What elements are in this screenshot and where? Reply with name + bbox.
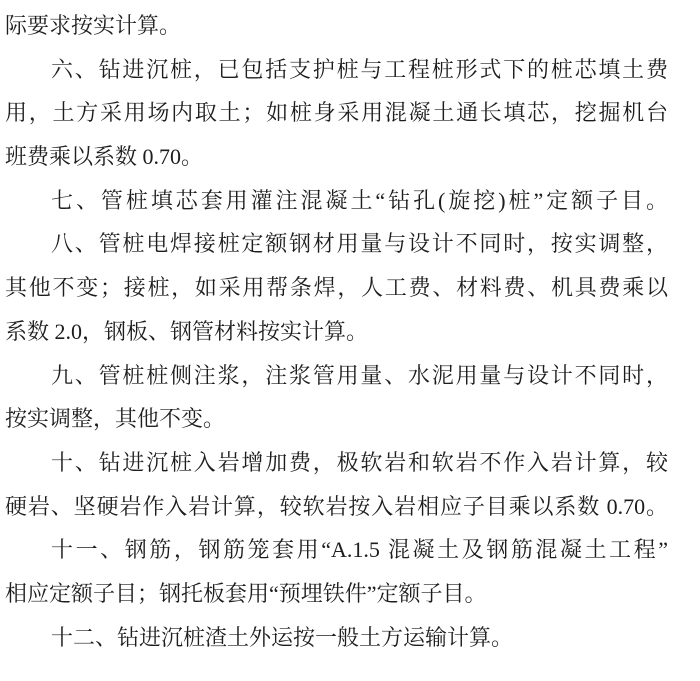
text-line: 七、管桩填芯套用灌注混凝土“钻孔(旋挖)桩”定额子目。 [51, 187, 668, 213]
text-line: 班费乘以系数 0.70。 [5, 144, 204, 170]
text-line: 系数 2.0，钢板、钢管材料按实计算。 [5, 318, 369, 344]
text-line: 用，土方采用场内取土；如桩身采用混凝土通长填芯，挖掘机台 [5, 100, 668, 126]
text-block [5, 4, 668, 659]
text-line: 九、管桩桩侧注浆，注浆管用量、水泥用量与设计不同时， [51, 362, 668, 388]
text-line: 际要求按实计算。 [5, 13, 182, 38]
text-line: 十、钻进沉桩入岩增加费，极软岩和软岩不作入岩计算，较 [51, 449, 668, 475]
text-line: 十一、钢筋，钢筋笼套用“A.1.5 混凝土及钢筋混凝土工程” [51, 537, 668, 563]
text-line: 按实调整，其他不变。 [5, 406, 226, 432]
text-line: 相应定额子目；钢托板套用“预埋铁件”定额子目。 [5, 580, 487, 606]
text-line: 十二、钻进沉桩渣土外运按一般土方运输计算。 [51, 624, 514, 650]
text-line: 六、钻进沉桩，已包括支护桩与工程桩形式下的桩芯填土费 [51, 56, 668, 82]
text-line: 其他不变；接桩，如采用帮条焊，人工费、材料费、机具费乘以 [5, 275, 668, 301]
text-line: 八、管桩电焊接桩定额钢材用量与设计不同时，按实调整， [51, 231, 668, 257]
text-line: 硬岩、坚硬岩作入岩计算，较软岩按入岩相应子目乘以系数 0.70。 [5, 493, 668, 519]
